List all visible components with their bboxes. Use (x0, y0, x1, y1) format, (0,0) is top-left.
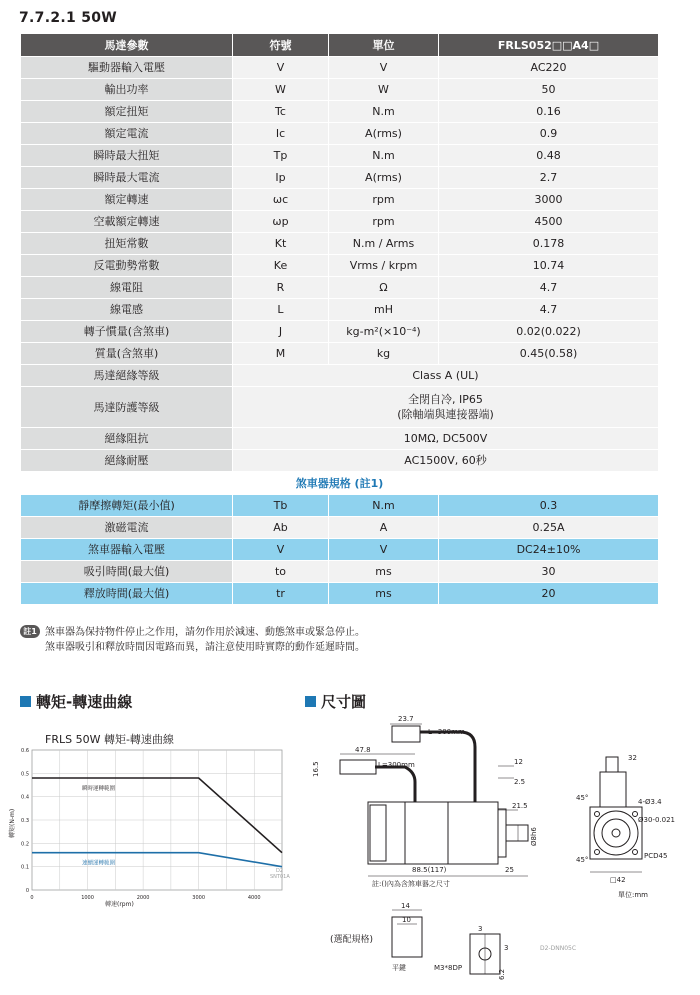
dim-hole: 4-Ø3.4 (638, 798, 662, 806)
dim-2-5: 2.5 (514, 778, 526, 786)
dim-16-5: 16.5 (312, 761, 320, 777)
param-label: 額定扭矩 (21, 101, 233, 123)
chart-xtick: 3000 (192, 895, 206, 901)
brake-value: N.m (329, 495, 439, 517)
brake-row (21, 517, 659, 539)
param-label: 扭矩常數 (21, 233, 233, 255)
param-value: W (233, 79, 329, 101)
dim-23-7: 23.7 (398, 715, 414, 723)
brake-header-row (21, 472, 659, 495)
param-value: 0.45(0.58) (439, 343, 659, 365)
brake-row (21, 495, 659, 517)
param-value: rpm (329, 189, 439, 211)
section-square-icon (20, 696, 31, 707)
table-header-cell: 馬達參數 (21, 34, 233, 57)
param-label: 額定電流 (21, 123, 233, 145)
section-square-icon (305, 696, 316, 707)
opt-10: 10 (402, 916, 411, 924)
param-value (233, 450, 659, 472)
note-line-1: 煞車器為保持物件停止之作用，請勿作用於減速、動態煞車或緊急停止。 (45, 627, 365, 638)
brake-value: DC24±10% (439, 539, 659, 561)
param-value: kg (329, 343, 439, 365)
dim-32: 32 (628, 754, 637, 762)
table-row (21, 233, 659, 255)
param-label: 反電動勢常數 (21, 255, 233, 277)
brake-value: A (329, 517, 439, 539)
param-label: 額定轉速 (21, 189, 233, 211)
table-row (21, 365, 659, 387)
brake-value: Tb (233, 495, 329, 517)
brake-label: 吸引時間(最大值) (21, 561, 233, 583)
chart-ylabel: 轉矩(N-m) (9, 808, 16, 838)
dim-pcd: PCD45 (644, 852, 668, 860)
param-value (233, 428, 659, 450)
chart-ytick: 0.2 (21, 841, 29, 848)
table-row (21, 145, 659, 167)
table-header-row (21, 34, 659, 57)
chart-ytick: 0.4 (21, 794, 29, 801)
brake-value: 0.3 (439, 495, 659, 517)
chart-watermark: D2 (276, 868, 284, 874)
param-value: Ip (233, 167, 329, 189)
table-row (21, 299, 659, 321)
table-row (21, 277, 659, 299)
table-header-cell: 單位 (329, 34, 439, 57)
param-value: AC220 (439, 57, 659, 79)
param-value: 0.48 (439, 145, 659, 167)
dim-88-5: 88.5(117) (412, 866, 447, 874)
param-label: 瞬時最大扭矩 (21, 145, 233, 167)
page-title: 7.7.2.1 50W (19, 10, 118, 26)
table-row (21, 79, 659, 101)
table-row (21, 387, 659, 428)
dimension-drawing (300, 712, 700, 992)
dim-shaft-dia: Ø8h6 (530, 827, 538, 846)
table-header-cell: 符號 (233, 34, 329, 57)
opt-6-2: 6.2 (498, 968, 506, 980)
table-row (21, 101, 659, 123)
table-row (21, 167, 659, 189)
brake-label: 靜摩擦轉矩(最小值) (21, 495, 233, 517)
param-value: kg-m²(×10⁻⁴) (329, 321, 439, 343)
note-line-2: 煞車器吸引和釋放時間因電路而異，請注意使用時實際的動作延遲時間。 (45, 642, 365, 653)
param-value: 50 (439, 79, 659, 101)
dim-45-a: 45° (576, 794, 589, 802)
param-value: A(rms) (329, 123, 439, 145)
param-value: Tc (233, 101, 329, 123)
table-row (21, 321, 659, 343)
param-value: Ke (233, 255, 329, 277)
brake-row (21, 561, 659, 583)
brake-value: V (233, 539, 329, 561)
table-row (21, 57, 659, 79)
param-value: 0.02(0.022) (439, 321, 659, 343)
param-value: 3000 (439, 189, 659, 211)
param-label: 轉子慣量(含煞車) (21, 321, 233, 343)
brake-label: 煞車器輸入電壓 (21, 539, 233, 561)
chart-xlabel: 轉速(rpm) (105, 901, 134, 908)
chart-watermark-code: SNT01A (270, 874, 290, 880)
opt-tap: M3*8DP (434, 964, 463, 972)
brake-label: 激磁電流 (21, 517, 233, 539)
param-value: Vrms / krpm (329, 255, 439, 277)
param-value: Kt (233, 233, 329, 255)
torque-section-heading: 轉矩-轉速曲線 (20, 691, 132, 712)
param-value: R (233, 277, 329, 299)
param-label: 輸出功率 (21, 79, 233, 101)
param-label: 線電阻 (21, 277, 233, 299)
param-value: N.m (329, 145, 439, 167)
drawing-code: D2-DNN05C (540, 945, 577, 952)
param-value: V (329, 57, 439, 79)
param-value: W (329, 79, 439, 101)
chart-xtick: 4000 (247, 895, 261, 901)
param-label: 馬達絕緣等級 (21, 365, 233, 387)
dimension-section-heading: 尺寸圖 (305, 691, 366, 712)
table-row (21, 343, 659, 365)
param-value: N.m / Arms (329, 233, 439, 255)
opt-14: 14 (401, 902, 410, 910)
param-value: Tp (233, 145, 329, 167)
param-label: 驅動器輸入電壓 (21, 57, 233, 79)
param-value (233, 387, 659, 428)
dim-unit: 單位:mm (618, 891, 648, 899)
param-value: N.m (329, 101, 439, 123)
brake-value: ms (329, 583, 439, 605)
param-value: V (233, 57, 329, 79)
chart-series-line (32, 778, 282, 853)
chart-ytick: 0.5 (21, 771, 29, 778)
param-value: A(rms) (329, 167, 439, 189)
brake-value: to (233, 561, 329, 583)
chart-ytick: 0 (25, 888, 29, 894)
param-value: mH (329, 299, 439, 321)
table-header-cell: FRLS052□□A4□ (439, 34, 659, 57)
param-value: J (233, 321, 329, 343)
chart-xtick: 2000 (136, 895, 150, 901)
dim-45-b: 45° (576, 856, 589, 864)
param-value: M (233, 343, 329, 365)
param-value: 4.7 (439, 299, 659, 321)
opt-3b: 3 (504, 944, 509, 952)
chart-legend-label: 連續運轉範圍 (82, 860, 116, 867)
chart-legend-label: 瞬時運轉範圍 (82, 786, 116, 792)
chart-series-line (32, 853, 282, 867)
dim-lead1: L=300mm (428, 728, 465, 736)
dim-square: □42 (610, 876, 626, 884)
param-label: 絕緣耐壓 (21, 450, 233, 472)
chart-xtick: 1000 (81, 895, 94, 901)
param-value: 4.7 (439, 277, 659, 299)
opt-3a: 3 (478, 925, 483, 933)
param-value-line: AC1500V, 60秒 (404, 454, 487, 467)
dim-pilot: Ø30-0.021 (638, 816, 675, 824)
brake-value: Ab (233, 517, 329, 539)
brake-label: 釋放時間(最大值) (21, 583, 233, 605)
brake-value: V (329, 539, 439, 561)
spec-table (20, 33, 659, 605)
param-value: 0.9 (439, 123, 659, 145)
chart-title: FRLS 50W 轉矩-轉速曲線 (45, 733, 174, 746)
param-label: 絕緣阻抗 (21, 428, 233, 450)
brake-value: tr (233, 583, 329, 605)
table-row (21, 123, 659, 145)
param-value-line: Class A (UL) (412, 369, 479, 382)
chart-ytick: 0.6 (21, 748, 29, 754)
param-value: 4500 (439, 211, 659, 233)
param-value: 10.74 (439, 255, 659, 277)
table-row (21, 211, 659, 233)
opt-key: 平鍵 (392, 964, 406, 972)
chart-ytick: 0.3 (21, 818, 29, 824)
brake-value: 0.25A (439, 517, 659, 539)
param-value: 0.16 (439, 101, 659, 123)
param-value-line: 全閉自冷, IP65 (408, 393, 483, 406)
dim-21-5: 21.5 (512, 802, 528, 810)
dim-note: 註:()內為含煞車器之尺寸 (372, 880, 450, 888)
param-value-line: (除軸端與連接器端) (397, 408, 494, 421)
dim-lead2: L=300mm (378, 761, 415, 769)
dim-47-8: 47.8 (355, 746, 371, 754)
param-value-line: 10MΩ, DC500V (403, 432, 488, 445)
brake-title: 煞車器規格 (註1) (21, 472, 659, 495)
dim-12: 12 (514, 758, 523, 766)
brake-value: ms (329, 561, 439, 583)
torque-speed-chart (10, 728, 300, 908)
chart-xtick: 0 (30, 895, 34, 901)
opt-label: (選配規格) (330, 935, 374, 945)
dim-25: 25 (505, 866, 514, 874)
note-badge: 註1 (20, 625, 40, 638)
param-label: 空載額定轉速 (21, 211, 233, 233)
brake-value: 30 (439, 561, 659, 583)
table-row (21, 450, 659, 472)
param-value: L (233, 299, 329, 321)
param-value: Ω (329, 277, 439, 299)
param-value: ωp (233, 211, 329, 233)
param-value: ωc (233, 189, 329, 211)
table-row (21, 255, 659, 277)
param-value (233, 365, 659, 387)
table-row (21, 428, 659, 450)
chart-ytick: 0.1 (21, 864, 29, 871)
param-label: 馬達防護等級 (21, 387, 233, 428)
param-value: rpm (329, 211, 439, 233)
param-label: 質量(含煞車) (21, 343, 233, 365)
brake-row (21, 583, 659, 605)
brake-row (21, 539, 659, 561)
param-value: 2.7 (439, 167, 659, 189)
param-label: 線電感 (21, 299, 233, 321)
param-label: 瞬時最大電流 (21, 167, 233, 189)
param-value: 0.178 (439, 233, 659, 255)
table-row (21, 189, 659, 211)
param-value: Ic (233, 123, 329, 145)
brake-value: 20 (439, 583, 659, 605)
